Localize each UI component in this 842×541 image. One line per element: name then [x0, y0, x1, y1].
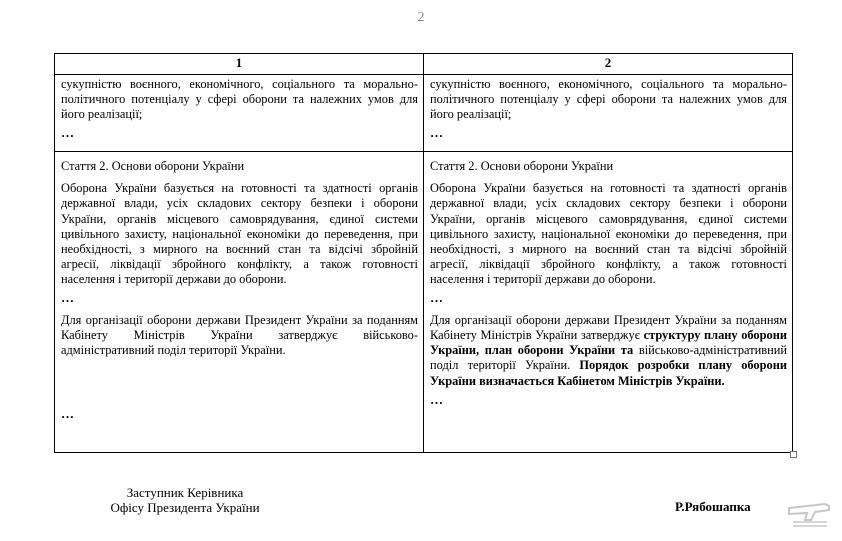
table-row: [55, 152, 793, 453]
table-cell-right: [424, 75, 793, 152]
article-paragraph: Оборона України базується на готовності та здатності органів державної влади, усіх складових сектору безпеки і оборони України, органів місцевого самоврядування, єдиної системи цивільного захисту, національної економіки до переведення, при необхідності, з мирного на воєнний стан та відсічі збройній агресії, ліквідації збройного конфлікту, а також готовності населення і території держави до оборони.: [430, 181, 787, 287]
ellipsis: …: [61, 289, 75, 305]
ellipsis: …: [430, 289, 444, 305]
cell-text: сукупністю воєнного, економічного, соціального та морально-політичного потенціалу у сфері оборони та належних умов для його реалізації;: [430, 77, 787, 122]
signer-title-line: Офісу Президента України: [110, 500, 260, 515]
article-paragraph-amended: [430, 313, 787, 389]
resize-handle[interactable]: [790, 451, 797, 458]
ellipsis: …: [430, 391, 444, 407]
ellipsis: …: [430, 124, 444, 140]
column-header-2: 2: [424, 54, 793, 75]
ellipsis: …: [61, 406, 75, 422]
ellipsis: …: [61, 124, 75, 140]
signer-name: Р.Рябошапка: [675, 499, 751, 514]
amended-text: Для організації оборони держави Президент України за поданням Кабінету Міністрів України затверджує: [430, 312, 787, 343]
table-cell-left: [55, 75, 424, 152]
page-number: 2: [417, 10, 425, 25]
column-header-1: 1: [55, 54, 424, 75]
table-header-row: [55, 54, 793, 75]
amended-text: військово-адміністративний поділ території України.: [430, 343, 787, 373]
article-paragraph: Для організації оборони держави Президент України за поданням Кабінету Міністрів України затверджує військово-адміністративний поділ території України.: [61, 312, 418, 358]
rifle-icon: [785, 488, 835, 534]
signer-title: [100, 485, 270, 515]
amended-text-bold: структуру плану оборони України, план оборони України та: [430, 328, 787, 358]
signer-title-line: Заступник Керівника: [126, 485, 244, 500]
amended-text-bold: Порядок розробки плану оборони України визначається Кабінетом Міністрів України.: [430, 358, 787, 388]
article-heading: Стаття 2. Основи оборони України: [430, 159, 614, 173]
table-row: [55, 75, 793, 152]
cell-text: сукупністю воєнного, економічного, соціального та морально-політичного потенціалу у сфері оборони та належних умов для його реалізації;: [61, 77, 418, 122]
table-cell-left: [55, 152, 424, 453]
table-cell-right: [424, 152, 793, 453]
article-paragraph: Оборона України базується на готовності та здатності органів державної влади, усіх складових сектору безпеки і оборони України, органів місцевого самоврядування, єдиної системи цивільного захисту, національної економіки до переведення, при необхідності, з мирного на воєнний стан та відсічі збройній агресії, ліквідації збройного конфлікту, а також готовності населення і території держави до оборони.: [61, 181, 418, 287]
comparison-table: [54, 53, 793, 453]
article-heading: Стаття 2. Основи оборони України: [61, 159, 245, 173]
